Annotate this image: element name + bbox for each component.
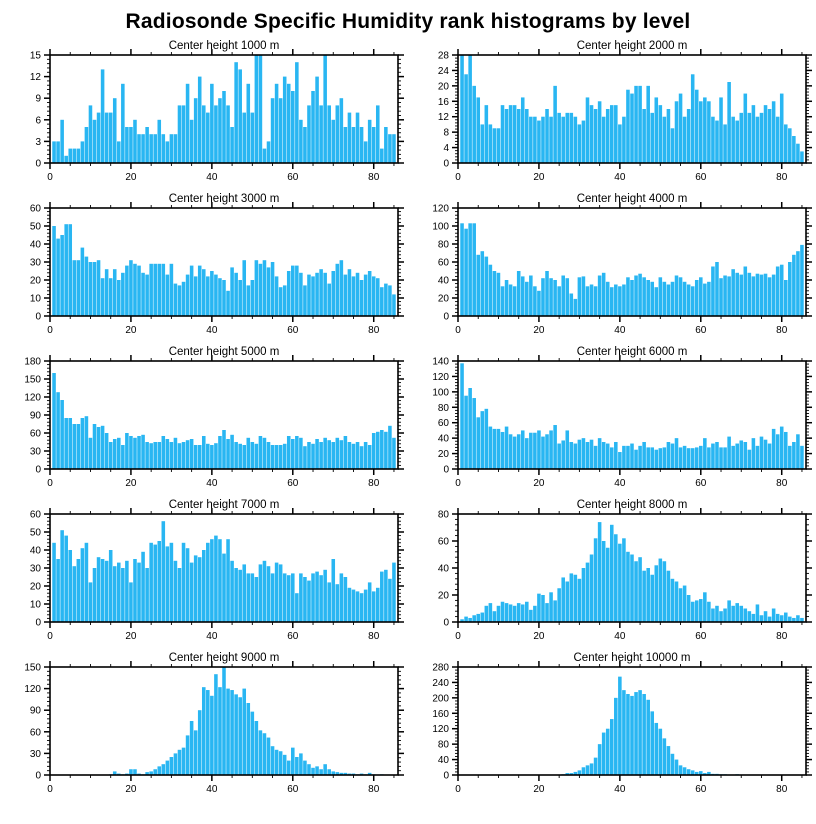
x-tick-label: 20 xyxy=(125,478,137,489)
y-tick-label: 6 xyxy=(35,115,41,127)
y-tick-label: 120 xyxy=(432,724,449,736)
y-tick-label: 0 xyxy=(443,617,449,629)
bars xyxy=(460,223,803,316)
x-tick-label: 80 xyxy=(776,172,788,183)
panel-title: Center height 3000 m xyxy=(168,193,280,205)
y-tick-label: 60 xyxy=(29,727,41,739)
x-tick-label: 80 xyxy=(776,631,788,642)
y-tick-label: 20 xyxy=(437,590,449,602)
histogram-svg xyxy=(408,650,816,803)
bars xyxy=(52,55,395,163)
x-tick-label: 0 xyxy=(47,325,53,336)
y-tick-label: 180 xyxy=(24,356,41,368)
y-tick-label: 50 xyxy=(29,221,41,233)
x-tick-label: 80 xyxy=(368,478,380,489)
y-tick-label: 150 xyxy=(24,374,41,386)
y-tick-label: 12 xyxy=(437,112,449,124)
bars xyxy=(460,55,803,163)
bars xyxy=(52,373,395,469)
bars xyxy=(561,677,751,775)
x-tick-label: 60 xyxy=(695,478,707,489)
y-tick-label: 40 xyxy=(437,275,449,287)
y-tick-label: 20 xyxy=(437,449,449,461)
y-tick-label: 150 xyxy=(24,662,41,674)
x-tick-label: 60 xyxy=(287,784,299,795)
y-tick-label: 0 xyxy=(443,311,449,323)
y-tick-label: 20 xyxy=(437,293,449,305)
y-tick-label: 30 xyxy=(29,563,41,575)
y-tick-label: 40 xyxy=(437,433,449,445)
y-tick-label: 0 xyxy=(443,158,449,170)
x-tick-label: 60 xyxy=(695,325,707,336)
histogram-grid xyxy=(0,38,816,803)
bars xyxy=(460,363,803,469)
y-tick-label: 0 xyxy=(443,770,449,782)
x-tick-label: 60 xyxy=(287,172,299,183)
y-tick-label: 90 xyxy=(29,705,41,717)
x-tick-label: 80 xyxy=(776,784,788,795)
y-tick-label: 24 xyxy=(437,65,449,77)
y-tick-label: 60 xyxy=(29,509,41,521)
y-tick-label: 40 xyxy=(29,239,41,251)
x-tick-label: 0 xyxy=(455,631,461,642)
x-tick-label: 40 xyxy=(614,325,626,336)
y-tick-label: 20 xyxy=(29,581,41,593)
histogram-svg xyxy=(0,38,408,191)
histogram-svg xyxy=(0,650,408,803)
y-tick-label: 15 xyxy=(29,50,41,62)
histogram-panel-3000m xyxy=(0,191,408,344)
histogram-panel-5000m xyxy=(0,344,408,497)
panel-title: Center height 7000 m xyxy=(168,499,280,511)
y-tick-label: 60 xyxy=(437,536,449,548)
y-tick-label: 40 xyxy=(29,545,41,557)
y-tick-label: 280 xyxy=(432,662,449,674)
histogram-panel-6000m xyxy=(408,344,816,497)
y-tick-label: 40 xyxy=(437,755,449,767)
y-tick-label: 120 xyxy=(432,203,449,215)
histogram-svg xyxy=(408,497,816,650)
x-tick-label: 80 xyxy=(776,478,788,489)
y-tick-label: 120 xyxy=(24,684,41,696)
y-tick-label: 50 xyxy=(29,527,41,539)
bars xyxy=(52,521,395,622)
panel-title: Center height 6000 m xyxy=(576,346,688,358)
x-tick-label: 40 xyxy=(614,478,626,489)
panel-title: Center height 10000 m xyxy=(573,652,691,664)
y-tick-label: 4 xyxy=(443,143,449,155)
x-tick-label: 20 xyxy=(533,478,545,489)
x-tick-label: 0 xyxy=(455,325,461,336)
x-tick-label: 0 xyxy=(455,784,461,795)
x-tick-label: 40 xyxy=(206,172,218,183)
histogram-panel-1000m xyxy=(0,38,408,191)
histogram-svg xyxy=(408,344,816,497)
x-tick-label: 40 xyxy=(206,631,218,642)
histogram-svg xyxy=(408,38,816,191)
y-tick-label: 120 xyxy=(432,371,449,383)
x-tick-label: 60 xyxy=(695,631,707,642)
x-tick-label: 80 xyxy=(368,784,380,795)
histogram-svg xyxy=(0,191,408,344)
panel-title: Center height 8000 m xyxy=(576,499,688,511)
y-tick-label: 30 xyxy=(29,257,41,269)
y-tick-label: 0 xyxy=(35,617,41,629)
panel-title: Center height 2000 m xyxy=(576,40,688,52)
x-tick-label: 60 xyxy=(695,784,707,795)
y-tick-label: 20 xyxy=(29,275,41,287)
x-tick-label: 40 xyxy=(614,172,626,183)
histogram-panel-7000m xyxy=(0,497,408,650)
y-tick-label: 60 xyxy=(29,203,41,215)
y-tick-label: 80 xyxy=(437,402,449,414)
histogram-panel-4000m xyxy=(408,191,816,344)
y-tick-label: 28 xyxy=(437,50,449,62)
x-tick-label: 20 xyxy=(125,784,137,795)
x-tick-label: 20 xyxy=(125,631,137,642)
y-tick-label: 160 xyxy=(432,708,449,720)
y-tick-label: 80 xyxy=(437,739,449,751)
x-tick-label: 60 xyxy=(287,478,299,489)
histogram-svg xyxy=(0,497,408,650)
x-tick-label: 40 xyxy=(206,784,218,795)
x-tick-label: 20 xyxy=(533,631,545,642)
panel-title: Center height 4000 m xyxy=(576,193,688,205)
histogram-svg xyxy=(408,191,816,344)
x-tick-label: 20 xyxy=(533,325,545,336)
panel-title: Center height 5000 m xyxy=(168,346,280,358)
y-tick-label: 10 xyxy=(29,599,41,611)
y-tick-label: 30 xyxy=(29,748,41,760)
y-tick-label: 3 xyxy=(35,136,41,148)
y-tick-label: 10 xyxy=(29,293,41,305)
x-tick-label: 20 xyxy=(125,172,137,183)
y-tick-label: 0 xyxy=(35,464,41,476)
x-tick-label: 0 xyxy=(47,784,53,795)
y-tick-label: 90 xyxy=(29,410,41,422)
x-tick-label: 80 xyxy=(368,172,380,183)
y-tick-label: 100 xyxy=(432,387,449,399)
histogram-svg xyxy=(0,344,408,497)
y-tick-label: 0 xyxy=(35,770,41,782)
histogram-panel-8000m xyxy=(408,497,816,650)
x-tick-label: 60 xyxy=(287,325,299,336)
y-tick-label: 0 xyxy=(35,311,41,323)
y-tick-label: 240 xyxy=(432,677,449,689)
y-tick-label: 20 xyxy=(437,81,449,93)
x-tick-label: 0 xyxy=(47,478,53,489)
bars xyxy=(52,224,395,316)
x-tick-label: 0 xyxy=(47,631,53,642)
y-tick-label: 12 xyxy=(29,72,41,84)
y-tick-label: 120 xyxy=(24,392,41,404)
x-tick-label: 40 xyxy=(206,478,218,489)
y-tick-label: 80 xyxy=(437,509,449,521)
x-tick-label: 60 xyxy=(287,631,299,642)
y-tick-label: 200 xyxy=(432,693,449,705)
y-tick-label: 9 xyxy=(35,93,41,105)
panel-title: Center height 1000 m xyxy=(168,40,280,52)
y-tick-label: 30 xyxy=(29,446,41,458)
x-tick-label: 0 xyxy=(47,172,53,183)
x-tick-label: 40 xyxy=(614,631,626,642)
y-tick-label: 140 xyxy=(432,356,449,368)
x-tick-label: 40 xyxy=(206,325,218,336)
x-tick-label: 20 xyxy=(533,784,545,795)
y-tick-label: 8 xyxy=(443,127,449,139)
y-tick-label: 100 xyxy=(432,221,449,233)
histogram-panel-10000m xyxy=(408,650,816,803)
x-tick-label: 20 xyxy=(533,172,545,183)
x-tick-label: 0 xyxy=(455,478,461,489)
histogram-panel-2000m xyxy=(408,38,816,191)
y-tick-label: 0 xyxy=(35,158,41,170)
y-tick-label: 60 xyxy=(29,428,41,440)
bars xyxy=(460,522,803,622)
page-title: Radiosonde Specific Humidity rank histograms by level xyxy=(125,10,691,33)
x-tick-label: 80 xyxy=(368,325,380,336)
x-tick-label: 80 xyxy=(368,631,380,642)
x-tick-label: 0 xyxy=(455,172,461,183)
panel-title: Center height 9000 m xyxy=(168,652,280,664)
x-tick-label: 40 xyxy=(614,784,626,795)
histogram-panel-9000m xyxy=(0,650,408,803)
y-tick-label: 16 xyxy=(437,96,449,108)
y-tick-label: 80 xyxy=(437,239,449,251)
y-tick-label: 60 xyxy=(437,257,449,269)
bars xyxy=(109,667,384,775)
x-tick-label: 60 xyxy=(695,172,707,183)
y-tick-label: 60 xyxy=(437,418,449,430)
x-tick-label: 20 xyxy=(125,325,137,336)
y-tick-label: 40 xyxy=(437,563,449,575)
x-tick-label: 80 xyxy=(776,325,788,336)
y-tick-label: 0 xyxy=(443,464,449,476)
